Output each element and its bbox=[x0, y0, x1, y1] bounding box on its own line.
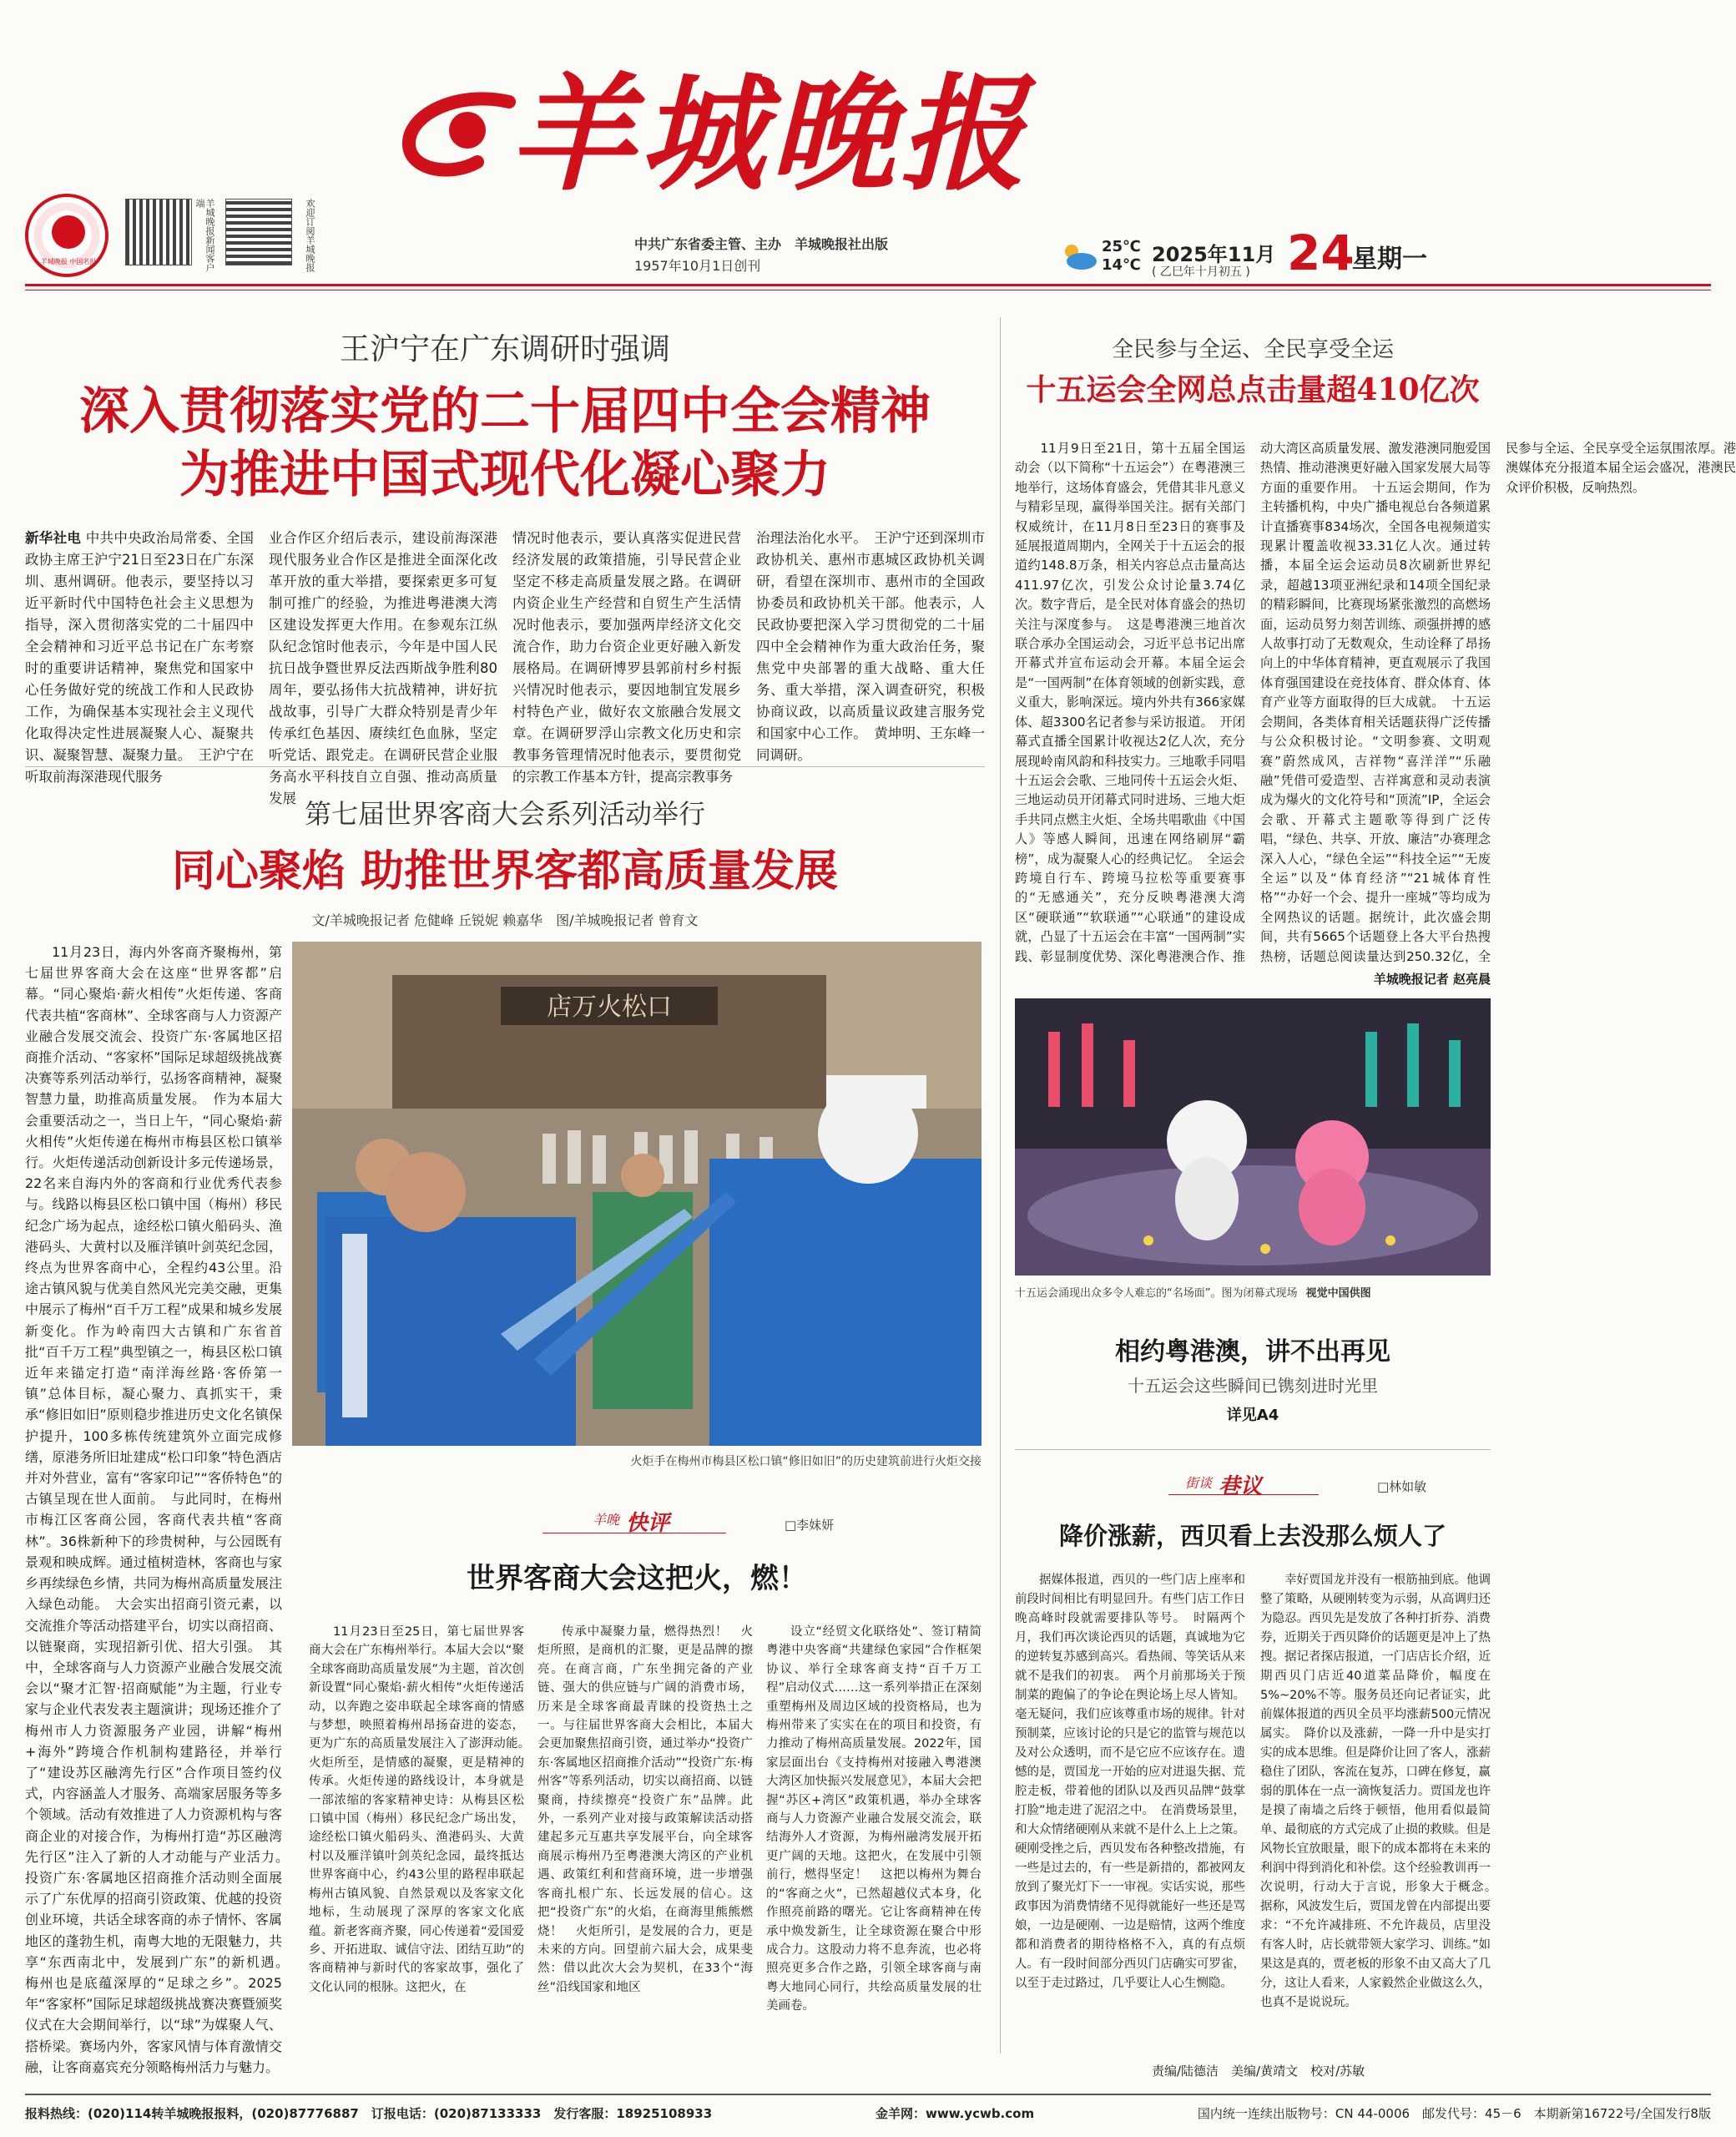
lead-column-1-text: 中共中央政治局常委、全国政协主席王沪宁21日至23日在广东深圳、惠州调研。他表示，要坚持以习近平新时代中国特色社会主义思想为指导，深入贯彻落实党的二十届四中全会精神和习近平总书记在广东考察时的重要讲话精神，聚焦党和国家中心任务做好党的统战工作和人民政协工作，为确保基本实现社会主义现代化取得决定性进展凝聚人心、凝聚共识、凝聚智慧、凝聚力量。 王沪宁在听取前海深港现代服务 bbox=[25, 530, 254, 785]
street-brand: 街谈 bbox=[1185, 1475, 1213, 1491]
lead-column-3: 情况时他表示，要认真落实促进民营经济发展的政策措施，引导民营企业坚定不移走高质量发展之路。在调研内资企业生产经营和自贸生产生活情况时他表示，要加强两岸经济文化交流合作，助力台资企业更好融入新发展格局。在调研博罗县郭前村乡村振兴情况时他表示，要因地制宜发展乡村特色产业，做好农文旅融合发展文章。在调研罗浮山宗教文化历史和宗教事务管理情况时他表示，要贯彻党的宗教工作基本方针，提高宗教事务 bbox=[512, 530, 741, 785]
games-body bbox=[1015, 439, 1736, 967]
badge-logo-icon bbox=[25, 194, 108, 277]
comment-label: 快评 bbox=[626, 1511, 670, 1536]
footer-registration: 国内统一连续出版物号：CN 44-0006 邮发代号：45－6 本期新第16722号/全国发行8版 bbox=[1197, 2105, 1711, 2121]
street-headline[interactable]: 降价涨薪，西贝看上去没那么烦人了 bbox=[1058, 1522, 1446, 1550]
games-kicker: 全民参与全运、全民享受全运 bbox=[1111, 337, 1394, 362]
lunar-date: ( 乙巳年十月初五 ) bbox=[1152, 265, 1250, 279]
lead-headline-1[interactable]: 深入贯彻落实党的二十届四中全会精神 bbox=[79, 382, 931, 441]
lead-headline-2[interactable]: 为推进中国式现代化凝心聚力 bbox=[179, 446, 830, 504]
footer-site[interactable]: 金羊网：www.ycwb.com bbox=[875, 2105, 1035, 2121]
torch-relay-photo[interactable] bbox=[292, 942, 982, 1446]
badge-label: 羊城晚报 中国名报 bbox=[40, 258, 97, 265]
street-column-1: 据媒体报道，西贝的一些门店上座率和前段时间相比有明显回升。有些门店工作日晚高峰时段就需要排队等号。 时隔两个月，我们再次谈论西贝的话题，真诚地为它的逆转复苏感到高兴。看热闹、等笑话从来就不是我们的初衷。 两个月前那场关于预制菜的跑偏了的争论在舆论场上尽人皆知。毫无疑问，我们应该尊重市场的规律。针对预制菜，应该讨论的只是它的监管与规范以及对公众透明，而不是它应不应该存在。遗憾的是，贾国龙一开始的应对进退失据、荒腔走板，带着他的团队以及西贝品牌“鼓掌打脸”地走进了泥沼之中。 在消费场景里，和大众情绪硬刚从来就不是什么上上之策。硬刚受挫之后，西贝发布各种整改措施，有一些是过去的，有一些是新措的，都被网友放到了聚光灯下一一审视。实话实说，那些政事因为消费情绪不见得就能好一些还是骂娘，一边是硬刚、一边是赔情，这两个维度都和消费者的期待格格不入，真的有点烦人。有一段时间部分西贝门店确实可罗雀，以至于走过路过，几乎要让人心生恻隐。 bbox=[1015, 1574, 1245, 1990]
caption-credit: 视觉中国供图 bbox=[1305, 1287, 1371, 1300]
qr-code-app-label: 羊城晚报新闻客户端 bbox=[194, 199, 215, 272]
founded-line: 1957年10月1日创刊 bbox=[634, 258, 761, 274]
lead-column-2: 业合作区介绍后表示，建设前海深港现代服务业合作区是推进全面深化改革开放的重大举措，要探索更多可复制可推广的经验，为推进粤港澳大湾区建设发挥更大作用。在参观东江纵队纪念馆时他表示，今年是中国人民抗日战争暨世界反法西斯战争胜利80周年，要弘扬伟大抗战精神，讲好抗战故事，引导广大群众特别是青少年传承红色基因、赓续红色血脉，坚定听党话、跟党走。在调研民营企业服务高水平科技自立自强、推动高质量发展 bbox=[269, 530, 497, 806]
games-headline[interactable]: 十五运会全网总点击量超410亿次 bbox=[1026, 372, 1480, 407]
sponsor-line: 中共广东省委主管、主办 羊城晚报社出版 bbox=[634, 236, 889, 252]
editors-line: 责编/陆德洁 美编/黄靖文 校对/苏敏 bbox=[1152, 2064, 1365, 2079]
comment-column-1: 11月23日至25日，第七届世界客商大会在广东梅州举行。本届大会以“聚全球客商助高质量发展”为主题，首次创新设置“同心聚焰·薪火相传”火炬传递活动，以奔跑之姿串联起全球客商的情感与梦想，映照着梅州昂扬奋进的姿态，更为广东的高质量发展注入了澎湃动能。 火炬所至，是情感的凝聚，更是精神的传承。火炬传递的路线设计，本身就是一部浓缩的客家精神史诗：从梅县区松口镇中国（梅州）移民纪念广场出发，途经松口镇火船码头、渔港码头、大黄村以及雁洋镇叶剑英纪念园，最终抵达世界客商中心，约43公里的路程串联起梅州古镇风貌、自然景观以及客家文化地标，生动展现了深厚的客家文化底蕴。新老客商齐聚，同心传递着“爱国爱乡、开拓进取、诚信守法、团结互助”的客商精神与新时代的客家故事，强化了文化认同的根脉。这把火，在 bbox=[309, 1625, 537, 1994]
weekday: 星期一 bbox=[1352, 245, 1427, 274]
closing-ceremony-caption bbox=[1015, 1284, 1491, 1300]
footer bbox=[25, 2094, 1711, 2130]
street-column-2: 幸好贾国龙并没有一根筋抽到底。他调整了策略，从硬刚转变为示弱，从高调归还为隐忍。西贝先是发放了各种打折券、消费券，近期关于西贝降价的话题更是冲上了热搜。据记者探店报道，一门店店长介绍，近期西贝门店近40道菜品降价，幅度在5%~20%不等。服务员还向记者证实，此前媒体报道的西贝全员平均涨薪500元情况属实。 降价以及涨薪，一降一升中是实打实的成本思维。但是降价让回了客人，涨薪稳住了团队，客流在复苏，口碑在修复，赢弱的肌体在一点一滴恢复活力。贾国龙也许是摸了南墙之后终于顿悟，他用看似最简单、最彻底的方式完成了止损的救赎。但是风物长宜放眼量，眼下的成本都将在未来的利润中得到消化和补偿。这个经验教训再一次说明，行动大于言说，形象大于概念。 据称，风波发生后，贾国龙曾在内部提出要求：“不允许减排班、不允许裁员，店里没有客人时，店长就带领大家学习、训练。”如果这是真的，贾老板的形象不由又高大了几分，这让人看来，人家毅然企业做这么久，也真不是说说玩。 bbox=[1260, 1574, 1503, 2009]
comment-label-block bbox=[542, 1509, 843, 1543]
hakka-story-head bbox=[25, 793, 985, 929]
comment-body bbox=[309, 1623, 982, 2087]
hakka-headline[interactable]: 同心聚焰 助推世界客都高质量发展 bbox=[171, 846, 839, 897]
lead-body bbox=[25, 528, 985, 806]
games-byline: 羊城晚报记者 赵亮晨 bbox=[1373, 972, 1491, 987]
street-label-block bbox=[1168, 1473, 1491, 1506]
column-separator bbox=[1000, 317, 1001, 2054]
teaser-ref[interactable]: 详见A4 bbox=[1226, 1407, 1279, 1424]
games-story-head bbox=[1015, 332, 1491, 413]
qr-code-subscribe[interactable] bbox=[225, 199, 292, 265]
lead-kicker: 王沪宁在广东调研时强调 bbox=[339, 332, 670, 366]
closing-ceremony-photo[interactable] bbox=[1015, 998, 1491, 1276]
temp-low: 14℃ bbox=[1102, 256, 1141, 274]
paper-info bbox=[634, 234, 888, 277]
teaser-headline[interactable]: 相约粤港澳，讲不出再见 bbox=[1115, 1337, 1390, 1367]
newspaper-title[interactable]: 羊城晚报 bbox=[509, 61, 1031, 208]
street-label: 巷议 bbox=[1219, 1474, 1263, 1499]
torch-relay-caption: 火炬手在梅州市梅县区松口镇“修旧如旧”的历史建筑前进行火炬交接 bbox=[630, 1455, 982, 1468]
footer-hotline: 报料热线：(020)114转羊城晚报报料，(020)87776887 订报电话：(020)87133333 发行客服：18925108933 bbox=[25, 2105, 713, 2121]
hakka-byline: 文/羊城晚报记者 危健峰 丘锐妮 赖嘉华 图/羊城晚报记者 曾育文 bbox=[311, 912, 699, 928]
qr-code-app[interactable] bbox=[125, 199, 192, 265]
comment-column-2: 传承中凝聚力量，燃得热烈！ 火炬所照，是商机的汇聚，更是品牌的擦亮。在商言商，广东坐拥完备的产业链、强大的供应链与广阔的消费市场，历来是全球客商最青睐的投资热土之一。与往届世界客商大会相比，本届大会更加聚焦招商引资，通过举办“投资广东·客属地区招商推介活动”“投资广东·梅州客”等系列活动，切实以商招商、以链聚商，持续擦亮“投资广东”品牌。此外，一系列产业对接与政策解读活动搭建起多元互惠共享发展平台，向全球客商展示梅州乃至粤港澳大湾区的产业机遇、政策红利和营商环境，进一步增强客商扎根广东、长远发展的信心。这把“投资广东”的火焰，在商海里熊熊燃烧！ 火炬所引，是发展的合力，更是未来的方向。回望前六届大会，成果斐然：借以此次大会为契机，在33个“海丝”沿线国家和地区 bbox=[537, 1625, 753, 1994]
lead-dateline: 新华社电 bbox=[25, 530, 82, 546]
issue-date: 2025年11月 bbox=[1152, 243, 1276, 266]
masthead bbox=[0, 0, 1516, 284]
qr-code-subscribe-label: 欢迎订阅羊城晚报 bbox=[305, 199, 315, 272]
teaser-block[interactable] bbox=[1015, 1331, 1491, 1425]
lead-column-4: 治理法治化水平。 王沪宁还到深圳市政协机关、惠州市惠城区政协机关调研，看望在深圳市、惠州市的全国政协委员和政协机关干部。他表示，人民政协要把深入学习贯彻党的二十届四中全会精神作为重大政治任务，聚焦党中央部署的重大战略、重大任务、重大举措，深入调查研究，积极协商议政，以高质量议政建言服务党和国家中心工作。 黄坤明、王东峰一同调研。 bbox=[756, 530, 985, 763]
comment-headline[interactable]: 世界客商大会这把火，燃！ bbox=[467, 1562, 807, 1595]
caption-text: 十五运会涌现出众多令人难忘的“名场面”。图为闭幕式现场 bbox=[1015, 1287, 1298, 1300]
building-sign-text: 店万火松口 bbox=[547, 993, 672, 1022]
lead-story bbox=[25, 326, 985, 507]
games-body-text: 11月9日至21日，第十五届全国运动会（以下简称“十五运会”）在粤港澳三地举行，这场体育盛会，凭借其非凡意义与精彩呈现，赢得举国关注。据有关部门权威统计，在11月8日至23日的赛事及延展报道周期内，全网关于十五运会的报道约148.8万条，相关内容总点击量高达411.97亿次，引发公众讨论量3.74亿次。数字背后，是全民对体育盛会的热切关注与深度参与。 这是粤港澳三地首次联合承办全国运动会，习近平总书记出席开幕式并宣布运动会开幕。本届全运会是“一国两制”在体育领域的创新实践，意义重大，影响深远。境内外共有366家媒体、超3300名记者参与采访报道。 开闭幕式直播全国累计收视达2亿人次，充分展现岭南风韵和科技实力。三地歌手同唱十五运会会歌、三地同传十五运会火炬、三地运动员开闭幕式同时进场、三地大炬手共同点燃主火炬、全场共唱歌曲《中国人》等感人瞬间，迅速在网络刷屏“霸榜”，成为凝聚人心的经典记忆。 全运会跨境自行车、跨境马拉松等重要赛事的“无感通关”，充分反映粤港澳大湾区“硬联通”“软联通”“心联通”的建设成就，凸显了十五运会在丰富“一国两制”实践、彰显制度优势、深化粤港澳合作、推动大湾区高质量发展、激发港澳同胞爱国热情、推动港澳更好融入国家发展大局等方面的重要作用。 十五运会期间，作为主转播机构，中央广播电视总台各频道累计直播赛事834场次，全国各电视频道实现累计覆盖收视33.31亿人次。通过转播，本届全运会运动员8次刷新世界纪录，超越13项亚洲纪录和14项全国纪录的精彩瞬间，比赛现场紧张激烈的高燃场面，运动员努力刻苦训练、顽强拼搏的感人故事打动了无数观众，生动诠释了昂扬向上的中华体育精神，更直观展示了我国体育强国建设在竞技体育、群众体育、体育产业等方面取得的巨大成就。 十五运会期间，各类体育相关话题获得广泛传播与公众积极讨论。“文明参赛、文明观赛”蔚然成风，吉祥物“喜洋洋”“乐融融”凭借可爱造型、吉祥寓意和灵动表演成为爆火的文化符号和“顶流”IP，全运会会歌、开幕式主题歌等得到广泛传唱，“绿色、共享、开放、廉洁”办赛理念深入人心，“绿色全运”“科技全运”“无废全运”以及“体育经济”“21城体育性格”“办好一个会、提升一座城”等均成为全网热议的话题。据统计，此次盛会期间，共有5665个话题登上各大平台热搜热榜，话题总阅读量达到250.32亿，全民参与全运、全民享受全运氛围浓厚。港澳媒体充分报道本届全运会盛况，港澳民众评价积极，反响热烈。 bbox=[1015, 441, 1736, 964]
right-section-divider bbox=[1015, 1449, 1491, 1450]
street-author: □林如敏 bbox=[1377, 1479, 1427, 1494]
teaser-sub: 十五运会这些瞬间已镌刻进时光里 bbox=[1128, 1376, 1378, 1396]
temp-high: 25℃ bbox=[1102, 238, 1141, 255]
hakka-body: 11月23日，海内外客商齐聚梅州，第七届世界客商大会在这座“世界客都”启幕。“同心聚焰·薪火相传”火炬传递、客商代表共植“客商林”、全球客商与人力资源产业融合发展交流会、投资广东·客属地区招商推介活动、“客家杯”国际足球超级挑战赛决赛等系列活动举行，弘扬客商精神，凝聚智慧力量，助推高质量发展。 作为本届大会重要活动之一，当日上午，“同心聚焰·薪火相传”火炬传递在梅州市梅县区松口镇举行。火炬传递活动创新设计多元传递场景，22名来自海内外的客商和行业优秀代表参与。线路以梅县区松口镇中国（梅州）移民纪念广场为起点，途经松口镇火船码头、渔港码头、大黄村以及雁洋镇叶剑英纪念园，终点为世界客商中心，全程约43公里。沿途古镇风貌与优美自然风光完美交融，更集中展示了梅州“百千万工程”成果和城乡发展新变化。作为岭南四大古镇和广东省首批“百千万工程”典型镇之一，梅县区松口镇近年来锚定打造“南洋海丝路·客侨第一镇”总体目标，凝心聚力、真抓实干，秉承“修旧如旧”原则稳步推进历史文化名镇保护提升，100多栋传统建筑外立面完成修缮，原港务所旧址建成“松口印象”特色酒店并对外营业，富有“客家印记”“客侨特色”的古镇呈现在世人面前。 与此同时，在梅州市梅江区客商公园，客商代表共植“客商林”。36株新种下的珍贵树种，与公园既有景观和映成辉。通过植树造林，客商也与家乡再续绿色乡情，共同为梅州高质量发展注入绿色动能。 大会实出招商引资元素，以交流推介等活动搭建平台，切实以商招商、以链聚商，实现招新引优、招大引强。 其中，全球客商与人力资源产业融合发展交流会以“聚才汇智·招商赋能”为主题，行业专家与企业代表发表主题演讲；现场还推介了梅州市人力资源服务产业园，讲解“梅州+海外”跨境合作机制构建路径，并举行了“建设苏区融湾先行区”合作项目签约仪式，内容涵盖人才服务、高端家居服务等多个领域。活动有效推进了人力资源机构与客商企业的对接合作，为梅州打造“苏区融湾先行区”注入了新的人才动能与产业活力。 投资广东·客属地区招商推介活动则全面展示了广东优厚的招商引资政策、优越的投资创业环境，共话全球客商的赤子情怀、客属地区的蓬勃生机，南粤大地的无限魅力，共享“东西南北中，发展到广东”的新机遇。 梅州也是底蕴深厚的“足球之乡”。2025年“客家杯”国际足球超级挑战赛决赛暨颁奖仪式在大会期间举行，以“球”为媒聚人气、搭桥梁。赛场内外，客家风情与体育激情交融，让客商嘉宾充分领略梅州活力与魅力。 bbox=[25, 944, 296, 2075]
masthead-rule bbox=[25, 284, 1711, 286]
comment-author: □李妹妍 bbox=[785, 1518, 835, 1533]
hakka-kicker: 第七届世界客商大会系列活动举行 bbox=[304, 798, 705, 830]
comment-brand: 羊晚 bbox=[593, 1512, 620, 1528]
weather-cloud-icon bbox=[1060, 241, 1098, 271]
torch-relay-illustration bbox=[292, 942, 982, 1446]
swoosh-logo-icon bbox=[401, 90, 517, 182]
closing-ceremony-illustration bbox=[1015, 998, 1491, 1276]
street-body bbox=[1015, 1571, 1503, 2045]
issue-day: 24 bbox=[1287, 225, 1355, 281]
lead-column-1 bbox=[25, 528, 254, 785]
section-divider bbox=[25, 766, 985, 767]
comment-column-3: 设立“经贸文化联络处”、签订精简粤港中央客商“共建绿色家园”合作框架协议、举行全球客商支持“百千万工程”启动仪式……这一系列举措正在深刻重塑梅州及周边区域的投资格局，也为梅州带来了实实在在的项目和投资，有力推动了梅州高质量发展。2022年，国家层面出台《支持梅州对接融入粤港澳大湾区加快振兴发展意见》，本届大会把握“苏区+湾区”政策机遇，举办全球客商与人力资源产业融合发展交流会，联结海外人才资源，为梅州融湾发展开拓更广阔的天地。这把火，在发展中引领前行，燃得坚定！ 这把以梅州为舞台的“客商之火”，已然超越仪式本身，化作照亮前路的曙光。它让客商精神在传承中焕发新生，让全球资源在聚合中形成合力。这股动力将不息奔流，也必将照亮更多合作之路，引领全球客商与南粤大地同心同行，共绘高质量发展的壮美画卷。 bbox=[766, 1625, 982, 2013]
